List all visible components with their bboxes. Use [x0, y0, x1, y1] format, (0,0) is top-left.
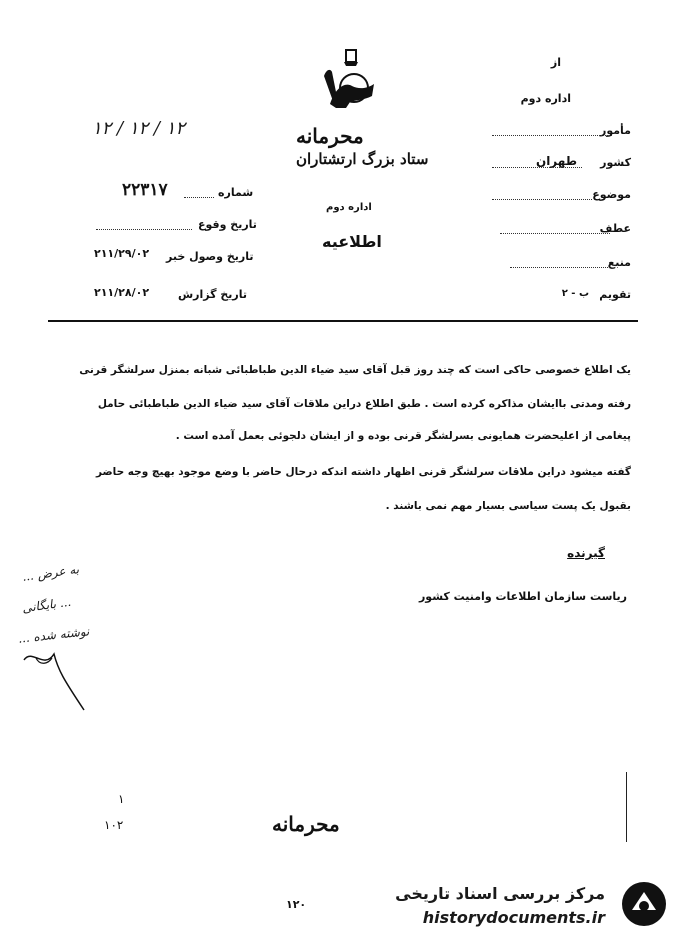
occurrence-dotline [96, 228, 192, 230]
number-dotline [184, 196, 214, 198]
receipt-date-label: تاریخ وصول خبر [166, 250, 254, 263]
report-date-label: تاریخ گزارش [178, 288, 248, 301]
ref-label: عطف [599, 222, 631, 235]
source-dotline [510, 266, 610, 268]
department-label: اداره دوم [520, 92, 571, 105]
country-dotline [492, 166, 582, 168]
organization-name: ستاد بزرگ ارتشتاران [296, 150, 429, 168]
source-label: منبع [607, 256, 631, 269]
agency-dotline [492, 134, 612, 136]
doc-type: اطلاعیه [322, 232, 382, 251]
body-line: گفته میشود دراین ملاقات سرلشگر قرنی اظهار داشته اندکه درحال حاضر با وضع موجود بهیچ وجه حاضر [95, 466, 631, 478]
subject-dotline [492, 198, 592, 200]
country-label: کشور [600, 156, 631, 169]
classification-stamp: محرمانه [296, 124, 364, 148]
ref-dotline [500, 232, 610, 234]
agency-label: مأمور [600, 124, 631, 137]
handwritten-note: ... بایگانی [21, 594, 72, 616]
country-value: طهران [535, 154, 577, 168]
signature-scribble [14, 640, 114, 720]
margin-tick: ۱۰۲ [104, 818, 124, 832]
report-date-value: ۲۱۱/۲۸/۰۲ [94, 286, 150, 299]
margin-tick: ۱ [118, 792, 125, 806]
emblem-icon [316, 46, 386, 116]
handwritten-date: ۱۲ / ۱۲ / ۱۲ [92, 118, 186, 139]
body-line: یک اطلاع خصوصی حاکی است که چند روز قبل آقای سید ضیاء الدین طباطبائی شبانه بمنزل سرلشگر قرنی [79, 364, 631, 376]
page-number: ۱۲۰ [286, 898, 307, 911]
body-line: پیغامی از اعلیحضرت همایونی بسرلشگر قرنی بوده و از ایشان دلجوئی بعمل آمده است . [175, 430, 631, 442]
from-label: از [550, 56, 561, 69]
receipt-date-value: ۲۱۱/۲۹/۰۲ [94, 247, 150, 260]
watermark-url: historydocuments.ir [422, 908, 605, 927]
watermark-title: مرکز بررسی اسناد تاریخی [395, 884, 605, 903]
bottom-stamp: محرمانه [272, 812, 340, 836]
separator-rule [48, 320, 638, 322]
occurrence-date-label: تاریخ وقوع [198, 218, 257, 231]
handwritten-note: نوشته شده ... [17, 624, 90, 646]
subject-label: موضوع [592, 188, 631, 201]
body-line: رفته ومدتی باایشان مذاکره کرده است . طبق اطلاع دراین ملاقات آقای سید ضیاء الدین طباطبائی حامل [97, 398, 631, 410]
number-label: شماره [218, 186, 254, 199]
evaluation-label: تقویم [599, 288, 631, 301]
margin-line [626, 772, 627, 842]
recipient-label: گیرنده [567, 546, 605, 560]
center-department: اداره دوم [326, 202, 372, 213]
body-line: بقبول یک پست سیاسی بسیار مهم نمی باشند . [385, 500, 631, 512]
watermark-logo-icon [620, 880, 668, 928]
handwritten-note: به عرض ... [21, 562, 80, 584]
evaluation-value: ب - ۲ [561, 288, 589, 299]
recipient-value: ریاست سازمان اطلاعات وامنیت کشور [418, 590, 627, 603]
number-value: ۲۲۳۱۷ [122, 180, 168, 200]
